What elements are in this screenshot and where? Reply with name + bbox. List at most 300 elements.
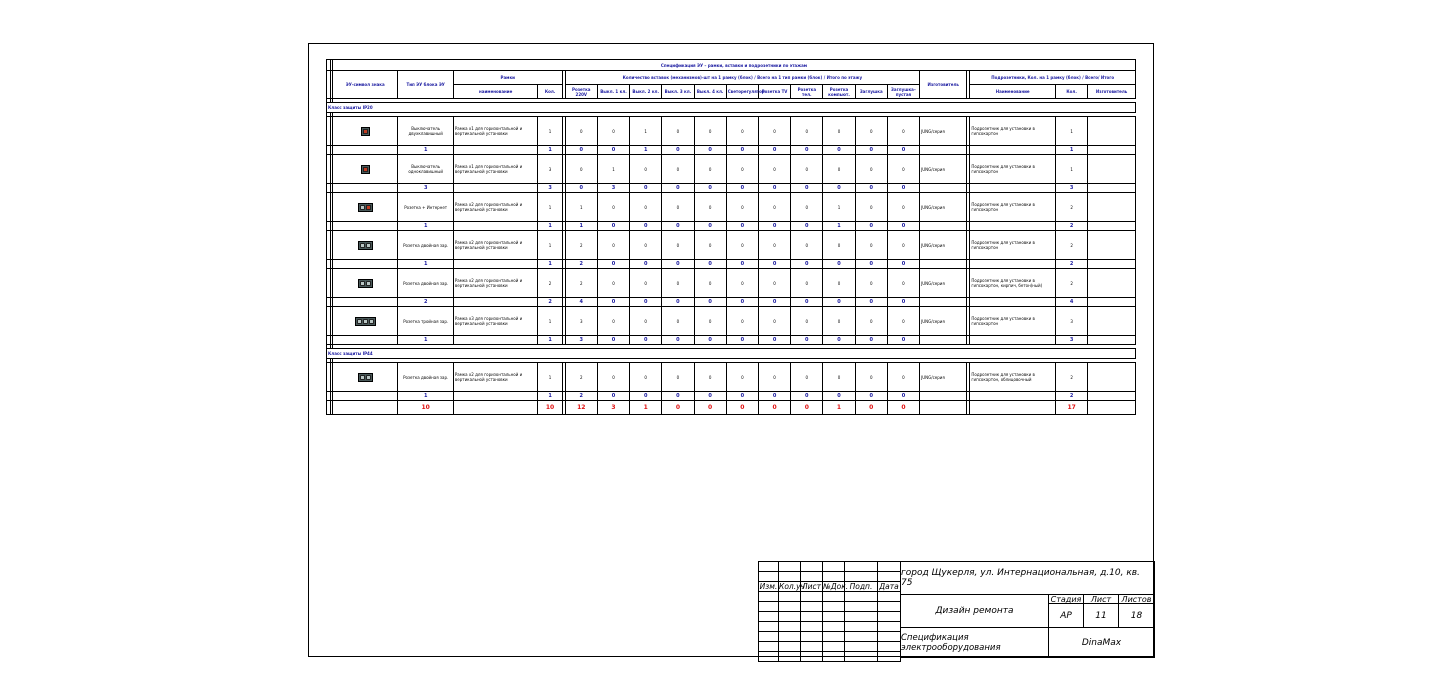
insert-count: 0	[662, 363, 694, 392]
socket-2-icon	[358, 279, 373, 288]
box-manufacturer	[1088, 307, 1136, 336]
subtotal-insert: 0	[887, 298, 919, 307]
subtotal-insert: 0	[887, 260, 919, 269]
insert-count: 0	[630, 269, 662, 298]
insert-count: 0	[597, 231, 629, 260]
insert-count: 0	[855, 231, 887, 260]
subtotal-empty	[920, 184, 967, 193]
box-qty: 2	[1056, 231, 1088, 260]
subtotal-insert: 0	[694, 184, 726, 193]
unit-symbol-cell	[333, 155, 398, 184]
subtotal-empty	[920, 146, 967, 155]
insert-count: 0	[565, 117, 597, 146]
subtotal-insert: 0	[630, 336, 662, 345]
subtotal-insert: 0	[694, 222, 726, 231]
subtotal-empty	[333, 392, 398, 401]
subtotal-insert: 0	[662, 298, 694, 307]
frame-name: Рамка х2 для горизонтальной и вертикальной установки	[453, 231, 538, 260]
subtotal-insert: 0	[758, 336, 790, 345]
header-insert: Заглушка–пустая	[887, 85, 919, 99]
subtotal-empty	[1088, 222, 1136, 231]
frame-name: Рамка х1 для горизонтальной и вертикальной установки	[453, 155, 538, 184]
header-insert: Светорегулятор	[726, 85, 758, 99]
insert-count: 0	[855, 307, 887, 336]
subtotal-insert: 0	[662, 260, 694, 269]
header-unit: ЭУ-символ знака	[333, 71, 398, 99]
total-insert: 0	[694, 401, 726, 415]
manufacturer: JUNG/серия	[920, 193, 967, 222]
total-empty	[333, 401, 398, 415]
box-manufacturer	[1088, 117, 1136, 146]
total-insert: 1	[823, 401, 855, 415]
insert-count: 0	[823, 269, 855, 298]
specification-table	[326, 59, 1136, 415]
frame-name: Рамка х2 для горизонтальной и вертикальной установки	[453, 269, 538, 298]
sheets-label: Листов	[1118, 594, 1155, 604]
subtotal-type: 1	[398, 222, 453, 231]
total-insert: 12	[565, 401, 597, 415]
box-qty: 1	[1056, 155, 1088, 184]
insert-count: 0	[694, 307, 726, 336]
total-empty	[970, 401, 1056, 415]
insert-count: 0	[823, 231, 855, 260]
insert-count: 1	[630, 117, 662, 146]
box-name: Подрозетник для установки в гипсокартон, кирпич, бетон(ный)	[970, 269, 1056, 298]
subtotal-insert: 0	[630, 392, 662, 401]
protection-class-label: Класс защиты IP44	[327, 349, 1136, 359]
subtotal-row	[327, 392, 1136, 401]
frame-name: Рамка х1 для горизонтальной и вертикальной установки	[453, 117, 538, 146]
subtotal-empty	[970, 260, 1056, 269]
subtotal-insert: 0	[630, 222, 662, 231]
table-row	[327, 193, 1136, 222]
total-qty: 10	[538, 401, 562, 415]
unit-type: Розетка двойная зар.	[398, 269, 453, 298]
table-row	[327, 117, 1136, 146]
subtotal-qty: 1	[538, 336, 562, 345]
manufacturer: JUNG/серия	[920, 307, 967, 336]
header-insert: Выкл. 4 кл.	[694, 85, 726, 99]
header-boxes: Подрозетники, Кол. на 1 рамку (блок) / Всего/ Итого	[970, 71, 1136, 85]
insert-count: 0	[630, 363, 662, 392]
rev-col-sign: Подп.	[845, 582, 878, 592]
unit-symbol-cell	[333, 117, 398, 146]
frame-qty: 1	[538, 363, 562, 392]
subtotal-empty	[1088, 146, 1136, 155]
box-name: Подрозетник для установки в гипсокартон	[970, 307, 1056, 336]
subtotal-row	[327, 298, 1136, 307]
rev-col-koluch: Кол.уч	[779, 581, 805, 591]
header-type: Тип ЭУ блока ЭУ	[398, 71, 453, 99]
insert-count: 0	[791, 307, 823, 336]
insert-count: 0	[887, 269, 919, 298]
subtotal-insert: 0	[630, 298, 662, 307]
unit-type: Выключатель двухклавишный	[398, 117, 453, 146]
header-box-manufacturer: Изготовитель	[1088, 85, 1136, 99]
box-name: Подрозетник для установки в гипсокартон, облицовочный	[970, 363, 1056, 392]
insert-count: 0	[662, 117, 694, 146]
insert-count: 0	[662, 307, 694, 336]
insert-count: 0	[630, 193, 662, 222]
subtotal-insert: 0	[855, 336, 887, 345]
grand-total-row	[327, 401, 1136, 415]
subtotal-insert: 0	[694, 260, 726, 269]
subtotal-insert: 0	[791, 146, 823, 155]
header-insert: Заглушка	[855, 85, 887, 99]
subtotal-qty: 1	[538, 222, 562, 231]
subtotal-insert: 0	[758, 298, 790, 307]
stage-value: АР	[1048, 603, 1084, 628]
header-frame-name: наименование	[453, 85, 538, 99]
box-qty: 2	[1056, 193, 1088, 222]
insert-count: 0	[726, 307, 758, 336]
subtotal-insert: 0	[887, 222, 919, 231]
subtotal-insert: 0	[662, 392, 694, 401]
subtotal-empty	[1088, 298, 1136, 307]
insert-count: 0	[791, 155, 823, 184]
subtotal-insert: 1	[823, 222, 855, 231]
subtotal-empty	[970, 146, 1056, 155]
subtotal-box-qty: 2	[1056, 392, 1088, 401]
subtotal-insert: 0	[726, 260, 758, 269]
insert-count: 0	[758, 363, 790, 392]
subtotal-box-qty: 4	[1056, 298, 1088, 307]
sheet-label: Лист	[1083, 594, 1119, 604]
total-insert: 3	[597, 401, 629, 415]
header-qty: Кол.	[538, 85, 562, 99]
insert-count: 0	[630, 307, 662, 336]
subtotal-empty	[920, 298, 967, 307]
subtotal-insert: 0	[855, 392, 887, 401]
subtotal-insert: 0	[597, 146, 629, 155]
manufacturer: JUNG/серия	[920, 269, 967, 298]
subtotal-qty: 1	[538, 146, 562, 155]
table-title: Спецификация ЭУ – рамки, вставки и подрозетники по этажам	[333, 60, 1136, 71]
subtotal-empty	[453, 184, 538, 193]
subtotal-insert: 0	[823, 260, 855, 269]
insert-count: 0	[726, 231, 758, 260]
subtotal-insert: 0	[726, 146, 758, 155]
box-qty: 2	[1056, 269, 1088, 298]
header-insert: Розетка тел.	[791, 85, 823, 99]
subtotal-qty: 2	[538, 298, 562, 307]
insert-count: 0	[694, 155, 726, 184]
frame-name: Рамка х2 для горизонтальной и вертикальной установки	[453, 193, 538, 222]
subtotal-insert: 0	[597, 392, 629, 401]
subtotal-insert: 0	[887, 336, 919, 345]
header-insert: Выкл. 1 кл.	[597, 85, 629, 99]
subtotal-insert: 0	[630, 184, 662, 193]
insert-count: 1	[597, 155, 629, 184]
subtotal-empty	[920, 222, 967, 231]
table-row	[327, 155, 1136, 184]
frame-qty: 2	[538, 269, 562, 298]
header-insert: Выкл. 3 кл.	[662, 85, 694, 99]
switch-2-icon	[361, 127, 370, 136]
protection-class-row	[327, 103, 1136, 113]
subtotal-insert: 0	[597, 336, 629, 345]
insert-count: 0	[791, 117, 823, 146]
socket-2-icon	[358, 373, 373, 382]
subtotal-row	[327, 336, 1136, 345]
subtotal-type: 1	[398, 392, 453, 401]
socket-2-icon	[358, 241, 373, 250]
header-box-qty: Кол.	[1056, 85, 1088, 99]
subtotal-row	[327, 146, 1136, 155]
unit-symbol-cell	[333, 363, 398, 392]
box-manufacturer	[1088, 269, 1136, 298]
subtotal-type: 2	[398, 298, 453, 307]
sheet-value: 11	[1083, 603, 1119, 628]
subtotal-insert: 0	[726, 222, 758, 231]
subtotal-insert: 0	[694, 336, 726, 345]
subtotal-empty	[1088, 184, 1136, 193]
frame-qty: 1	[538, 231, 562, 260]
insert-count: 0	[758, 155, 790, 184]
unit-type: Розетка тройная зар.	[398, 307, 453, 336]
header-insert: Розетка 220V	[565, 85, 597, 99]
subtotal-box-qty: 2	[1056, 222, 1088, 231]
insert-count: 0	[791, 231, 823, 260]
subtotal-insert: 0	[726, 336, 758, 345]
insert-count: 0	[694, 231, 726, 260]
subtotal-row	[327, 260, 1136, 269]
subtotal-insert: 0	[791, 260, 823, 269]
insert-count: 1	[823, 193, 855, 222]
subtotal-empty	[970, 184, 1056, 193]
header-insert: Выкл. 2 кл.	[630, 85, 662, 99]
manufacturer: JUNG/серия	[920, 231, 967, 260]
insert-count: 0	[887, 307, 919, 336]
frame-qty: 1	[538, 117, 562, 146]
subtotal-type: 3	[398, 184, 453, 193]
header-insert: Розетка TV	[758, 85, 790, 99]
insert-count: 0	[791, 269, 823, 298]
subtotal-insert: 0	[791, 222, 823, 231]
subtotal-insert: 0	[791, 392, 823, 401]
title-block	[758, 561, 1155, 658]
insert-count: 0	[855, 155, 887, 184]
total-empty	[453, 401, 538, 415]
total-insert: 0	[726, 401, 758, 415]
insert-count: 3	[565, 307, 597, 336]
subtotal-empty	[970, 336, 1056, 345]
subtotal-box-qty: 3	[1056, 336, 1088, 345]
socket-data-icon	[358, 203, 373, 212]
subtotal-empty	[453, 222, 538, 231]
subtotal-empty	[920, 260, 967, 269]
subtotal-empty	[970, 222, 1056, 231]
frame-qty: 1	[538, 307, 562, 336]
box-manufacturer	[1088, 231, 1136, 260]
unit-symbol-cell	[333, 307, 398, 336]
subtotal-empty	[1088, 260, 1136, 269]
subtotal-type: 1	[398, 336, 453, 345]
insert-count: 0	[597, 363, 629, 392]
subtotal-insert: 0	[662, 336, 694, 345]
insert-count: 0	[597, 269, 629, 298]
insert-count: 0	[887, 117, 919, 146]
subtotal-insert: 2	[565, 392, 597, 401]
box-name: Подрозетник для установки в гипсокартон	[970, 193, 1056, 222]
insert-count: 0	[726, 269, 758, 298]
document-title: Спецификация электрооборудования	[900, 627, 1049, 658]
insert-count: 0	[694, 117, 726, 146]
subtotal-insert: 0	[565, 184, 597, 193]
subtotal-insert: 0	[758, 392, 790, 401]
rev-col-izm: Изм.	[759, 581, 778, 591]
insert-count: 2	[565, 269, 597, 298]
subtotal-insert: 0	[565, 146, 597, 155]
total-insert: 0	[758, 401, 790, 415]
table-row	[327, 307, 1136, 336]
header-frames: Рамки	[453, 71, 562, 85]
subtotal-empty	[333, 260, 398, 269]
box-qty: 1	[1056, 117, 1088, 146]
subtotal-insert: 0	[758, 146, 790, 155]
subtotal-empty	[1088, 392, 1136, 401]
unit-type: Розетка + Интернет	[398, 193, 453, 222]
insert-count: 0	[597, 307, 629, 336]
subtotal-type: 1	[398, 146, 453, 155]
subtotal-insert: 4	[565, 298, 597, 307]
insert-count: 0	[662, 269, 694, 298]
revision-grid	[758, 561, 901, 662]
subtotal-insert: 0	[823, 298, 855, 307]
insert-count: 0	[758, 269, 790, 298]
protection-class-row	[327, 349, 1136, 359]
subtotal-type: 1	[398, 260, 453, 269]
insert-count: 0	[726, 193, 758, 222]
frame-qty: 1	[538, 193, 562, 222]
insert-count: 0	[855, 193, 887, 222]
box-manufacturer	[1088, 193, 1136, 222]
insert-count: 0	[694, 363, 726, 392]
subtotal-empty	[453, 336, 538, 345]
subtotal-empty	[920, 336, 967, 345]
insert-count: 0	[597, 117, 629, 146]
subtotal-insert: 0	[823, 184, 855, 193]
socket-3-icon	[355, 317, 376, 326]
unit-type: Выключатель одноклавишный	[398, 155, 453, 184]
insert-count: 0	[758, 117, 790, 146]
insert-count: 0	[791, 363, 823, 392]
specification-body	[327, 60, 1136, 415]
insert-count: 0	[855, 117, 887, 146]
subtotal-insert: 0	[694, 146, 726, 155]
subtotal-empty	[453, 146, 538, 155]
subtotal-insert: 0	[887, 392, 919, 401]
insert-count: 0	[726, 117, 758, 146]
total-box-qty: 17	[1056, 401, 1088, 415]
total-insert: 0	[855, 401, 887, 415]
subtotal-insert: 0	[855, 260, 887, 269]
subtotal-empty	[453, 298, 538, 307]
frame-name: Рамка х3 для горизонтальной и вертикальной установки	[453, 307, 538, 336]
subtotal-insert: 0	[726, 392, 758, 401]
subtotal-insert: 0	[823, 392, 855, 401]
total-type: 10	[398, 401, 453, 415]
subtotal-insert: 0	[791, 184, 823, 193]
subtotal-empty	[1088, 336, 1136, 345]
insert-count: 0	[662, 231, 694, 260]
unit-type: Розетка двойная зар.	[398, 363, 453, 392]
unit-symbol-cell	[333, 269, 398, 298]
switch-1-icon	[361, 165, 370, 174]
insert-count: 0	[855, 363, 887, 392]
insert-count: 0	[758, 193, 790, 222]
subtotal-box-qty: 2	[1056, 260, 1088, 269]
box-manufacturer	[1088, 363, 1136, 392]
insert-count: 0	[823, 155, 855, 184]
company-field: DinaMax	[1048, 627, 1155, 658]
subtotal-insert: 0	[758, 184, 790, 193]
unit-type: Розетка двойная зар.	[398, 231, 453, 260]
subtotal-insert: 0	[758, 260, 790, 269]
subtotal-insert: 0	[694, 392, 726, 401]
subtotal-insert: 0	[823, 146, 855, 155]
subtotal-empty	[333, 298, 398, 307]
insert-count: 0	[758, 307, 790, 336]
insert-count: 0	[887, 193, 919, 222]
subtotal-insert: 0	[630, 260, 662, 269]
subtotal-empty	[333, 222, 398, 231]
header-inserts: Количество вставок (механизмов)-шт на 1 рамку (блок) / Всего на 1 тип рамки (блок) / Итого по этажу	[565, 71, 919, 85]
subtotal-insert: 0	[597, 298, 629, 307]
insert-count: 2	[565, 231, 597, 260]
header-box-name: Наименование	[970, 85, 1056, 99]
unit-symbol-cell	[333, 231, 398, 260]
subtotal-insert: 0	[694, 298, 726, 307]
box-manufacturer	[1088, 155, 1136, 184]
insert-count: 0	[823, 117, 855, 146]
subtotal-box-qty: 3	[1056, 184, 1088, 193]
table-row	[327, 363, 1136, 392]
insert-count: 0	[855, 269, 887, 298]
insert-count: 0	[630, 231, 662, 260]
subtotal-row	[327, 222, 1136, 231]
box-name: Подрозетник для установки в гипсокартон	[970, 117, 1056, 146]
address-field: город Щукерля, ул. Интернациональная, д.10, кв. 75	[900, 561, 1155, 595]
insert-count: 0	[758, 231, 790, 260]
manufacturer: JUNG/серия	[920, 363, 967, 392]
insert-count: 0	[823, 307, 855, 336]
subtotal-insert: 3	[597, 184, 629, 193]
box-qty: 2	[1056, 363, 1088, 392]
insert-count: 0	[630, 155, 662, 184]
total-insert: 0	[662, 401, 694, 415]
header-insert: Розетка компьют.	[823, 85, 855, 99]
subtotal-insert: 0	[855, 298, 887, 307]
subtotal-insert: 0	[726, 298, 758, 307]
subtotal-empty	[333, 146, 398, 155]
drawing-sheet	[308, 43, 1154, 657]
insert-count: 0	[565, 155, 597, 184]
subtotal-empty	[970, 392, 1056, 401]
manufacturer: JUNG/серия	[920, 155, 967, 184]
box-qty: 3	[1056, 307, 1088, 336]
subtotal-insert: 2	[565, 260, 597, 269]
protection-class-label: Класс защиты IP20	[327, 103, 1136, 113]
insert-count: 0	[597, 193, 629, 222]
subtotal-empty	[920, 392, 967, 401]
subtotal-row	[327, 184, 1136, 193]
subtotal-insert: 0	[662, 146, 694, 155]
subtotal-insert: 0	[758, 222, 790, 231]
subtotal-insert: 0	[597, 222, 629, 231]
total-insert: 0	[887, 401, 919, 415]
unit-symbol-cell	[333, 193, 398, 222]
